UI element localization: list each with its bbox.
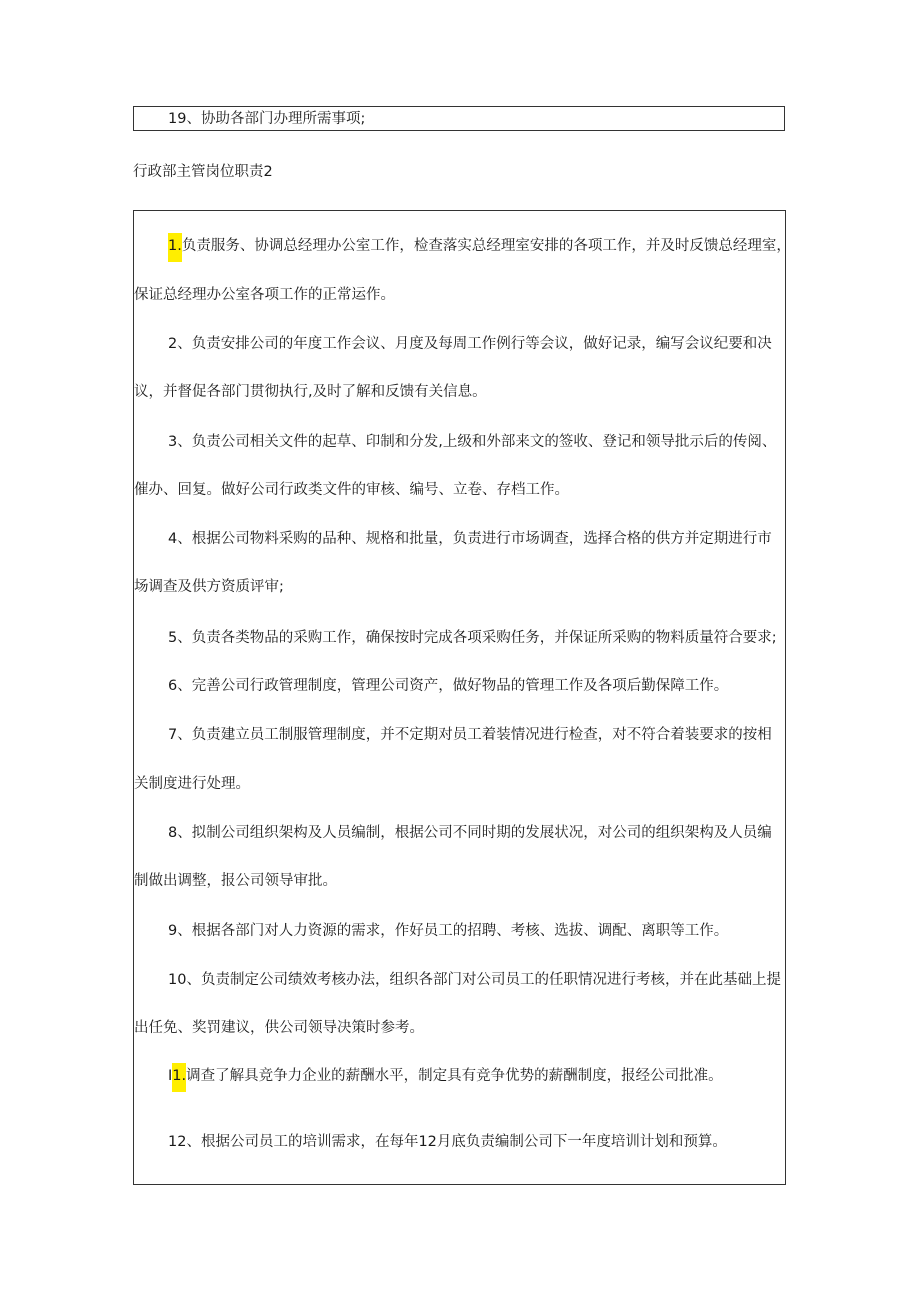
previous-table-cell — [133, 106, 785, 131]
duty-line: 催办、回复。做好公司行政类文件的审核、编号、立卷、存档工作。 — [134, 482, 569, 498]
item-11-prefix: I — [168, 1068, 173, 1084]
duty-line: 场调查及供方资质评审; — [134, 579, 284, 595]
item-19-text: 19、协助各部门办理所需事项; — [168, 111, 366, 127]
duty-line: 7、负责建立员工制服管理制度，并不定期对员工着装情况进行检查，对不符合着装要求的按相 — [168, 727, 772, 743]
duty-line: 关制度进行处理。 — [134, 776, 250, 792]
duty-line: 出任免、奖罚建议，供公司领导决策时参考。 — [134, 1020, 424, 1036]
section-title: 行政部主管岗位职责2 — [133, 164, 273, 180]
duties-table-cell — [133, 210, 791, 1185]
duty-line: 制做出调整，报公司领导审批。 — [134, 873, 337, 889]
highlight-mark: 1. — [168, 233, 182, 262]
duty-line: 保证总经理办公室各项工作的正常运作。 — [134, 287, 395, 303]
duty-line: 6、完善公司行政管理制度，管理公司资产，做好物品的管理工作及各项后勤保障工作。 — [168, 678, 729, 694]
duty-line: 4、根据公司物料采购的品种、规格和批量，负责进行市场调查，选择合格的供方并定期进行市 — [168, 531, 772, 547]
duty-line: 8、拟制公司组织架构及人员编制，根据公司不同时期的发展状况，对公司的组织架构及人员编 — [168, 825, 772, 841]
highlight-mark: 1. — [172, 1063, 186, 1092]
duty-line: 12、根据公司员工的培训需求，在每年12月底负责编制公司下一年度培训计划和预算。 — [168, 1134, 727, 1150]
duty-line: 2、负责安排公司的年度工作会议、月度及每周工作例行等会议，做好记录，编写会议纪要和决 — [168, 336, 772, 352]
duty-line: 3、负责公司相关文件的起草、印制和分发,上级和外部来文的签收、登记和领导批示后的传阅、 — [168, 434, 777, 450]
duty-line: 调查了解具竞争力企业的薪酬水平，制定具有竞争优势的薪酬制度，报经公司批准。 — [186, 1068, 723, 1084]
duty-line: 议，并督促各部门贯彻执行,及时了解和反馈有关信息。 — [134, 384, 487, 400]
duty-line: 5、负责各类物品的采购工作，确保按时完成各项采购任务，并保证所采购的物料质量符合要求; — [168, 630, 777, 646]
duty-line: 10、负责制定公司绩效考核办法，组织各部门对公司员工的任职情况进行考核，并在此基础上提 — [168, 972, 781, 988]
duty-line: 负责服务、协调总经理办公室工作，检查落实总经理室安排的各项工作，并及时反馈总经理室， — [181, 238, 791, 254]
duty-line: 9、根据各部门对人力资源的需求，作好员工的招聘、考核、选拔、调配、离职等工作。 — [168, 923, 729, 939]
